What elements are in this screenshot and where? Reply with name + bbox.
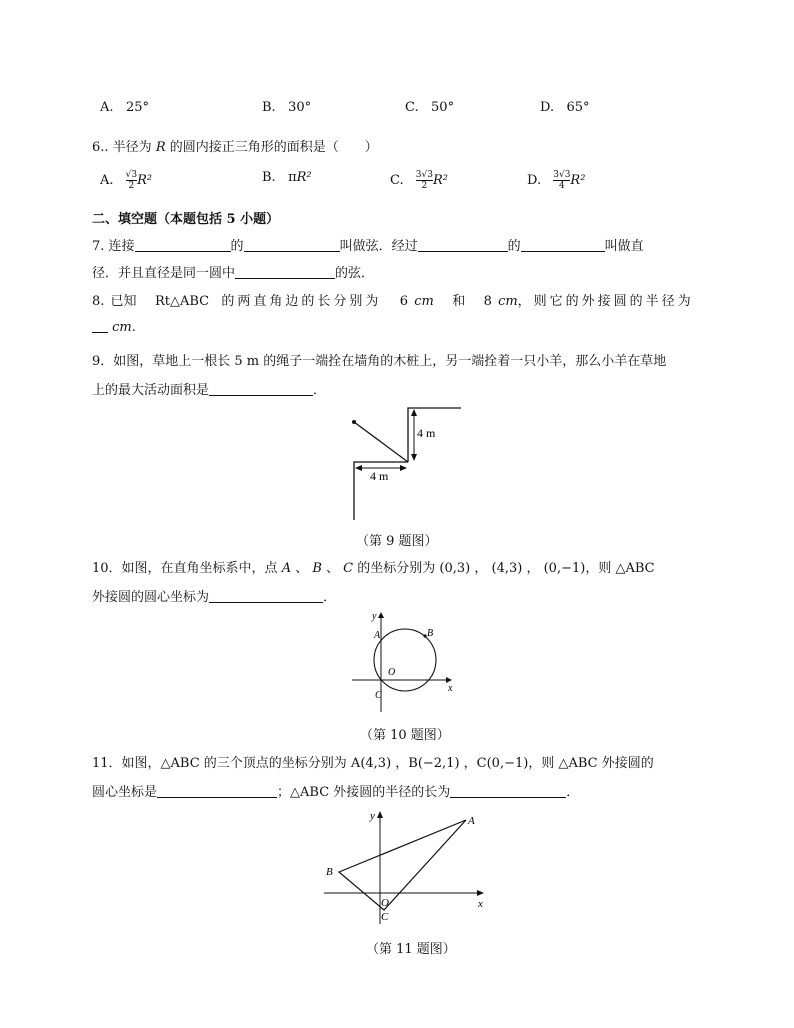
q5-options	[0, 100, 794, 120]
q7-blank-2[interactable]	[244, 237, 340, 252]
q9-label-vertical: 4 m	[417, 426, 436, 440]
q11-blank-1[interactable]	[157, 783, 277, 798]
q11-triangle	[339, 820, 466, 910]
q8-line1: 8. 已知 Rt△ABC 的两直角边的长分别为 6 cm 和 8 cm，则它的外接圆的半径为	[92, 294, 694, 309]
section-2-heading: 二、填空题（本题包括 5 小题）	[92, 212, 280, 227]
q9-arrow-left	[355, 465, 362, 471]
q11-label-a: A	[468, 815, 475, 827]
q6-option-b: B. πR²	[262, 170, 312, 185]
q8-line2: cm.	[92, 318, 136, 335]
q11-line2: 圆心坐标是 ；△ABC 外接圆的半径的长为 ．	[92, 785, 580, 800]
q10-label-b: B	[427, 628, 434, 639]
q11-label-b: B	[326, 866, 333, 878]
q11-line1: 11．如图，△ABC 的三个顶点的坐标分别为 A(4,3) ，B(−2,1) ，C(0,−1)，则 △ABC 外接圆的	[92, 756, 654, 771]
q10-label-a: A	[374, 630, 381, 641]
q7-blank-5[interactable]	[235, 264, 335, 279]
q11-caption: （第 11 题图）	[366, 942, 456, 957]
q11-y-arrow	[377, 811, 383, 818]
q6-option-d: D. $\frac{3√3}{4}$ R²	[527, 170, 586, 191]
q10-y-arrow	[378, 612, 384, 618]
q11-label-y: y	[370, 810, 375, 822]
q6-option-c: C. $\frac{3√3}{2}$ R²	[390, 170, 448, 191]
q9-line2: 上的最大活动面积是 ．	[92, 383, 327, 398]
q7-blank-1[interactable]	[135, 237, 231, 252]
q10-line1: 10．如图，在直角坐标系中，点 A 、 B 、 C 的坐标分别为 (0,3) ， (4,3) ， (0,−1)，则 △ABC	[92, 561, 655, 576]
q7-blank-4[interactable]	[521, 237, 605, 252]
q11-figure	[318, 806, 493, 928]
q9-blank[interactable]	[209, 381, 313, 396]
q9-caption: （第 9 题图）	[356, 534, 438, 549]
q6-options	[0, 168, 794, 194]
q9-line1: 9．如图，草地上一根长 5 m 的绳子一端拴在墙角的木桩上，另一端拴着一只小羊，那么小羊在草地	[92, 354, 667, 369]
q5-option-a: A. 25°	[100, 100, 149, 115]
q10-line2: 外接圆的圆心坐标为 ．	[92, 590, 337, 605]
q11-label-c: C	[381, 911, 389, 923]
q5-option-b: B. 30°	[262, 100, 312, 115]
q10-figure	[350, 608, 460, 716]
q10-label-o: O	[388, 667, 396, 678]
q9-figure	[340, 400, 470, 525]
q7-line2: 径．并且直径是同一圆中 的弦．	[92, 266, 375, 281]
q5-option-c: C. 50°	[405, 100, 455, 115]
q9-arrow-up	[411, 409, 417, 416]
q10-label-y: y	[372, 611, 377, 622]
q11-x-arrow	[477, 890, 484, 896]
q11-label-x: x	[478, 898, 483, 910]
q10-label-c: C	[375, 690, 382, 701]
q10-blank[interactable]	[209, 588, 323, 603]
q9-arrow-right	[400, 465, 407, 471]
q9-rope	[354, 422, 408, 462]
q5-option-d: D. 65°	[540, 100, 590, 115]
q10-label-x: x	[448, 683, 453, 694]
q9-arrow-down	[411, 454, 417, 461]
q6-option-a: A. $\frac{√3}{2}$ R²	[100, 170, 153, 191]
q7-blank-3[interactable]	[418, 237, 508, 252]
q8-blank[interactable]	[92, 318, 108, 333]
q10-caption: （第 10 题图）	[360, 728, 450, 743]
q7-line1: 7. 连接 的 叫做弦．经过 的 叫做直	[92, 239, 644, 254]
q11-label-o: O	[381, 897, 389, 909]
q11-blank-2[interactable]	[450, 783, 566, 798]
q9-goat-point	[352, 420, 356, 424]
q9-label-horizontal: 4 m	[370, 469, 389, 483]
q6-question: 6.. 半径为 R 的圆内接正三角形的面积是（ ）	[92, 140, 378, 155]
